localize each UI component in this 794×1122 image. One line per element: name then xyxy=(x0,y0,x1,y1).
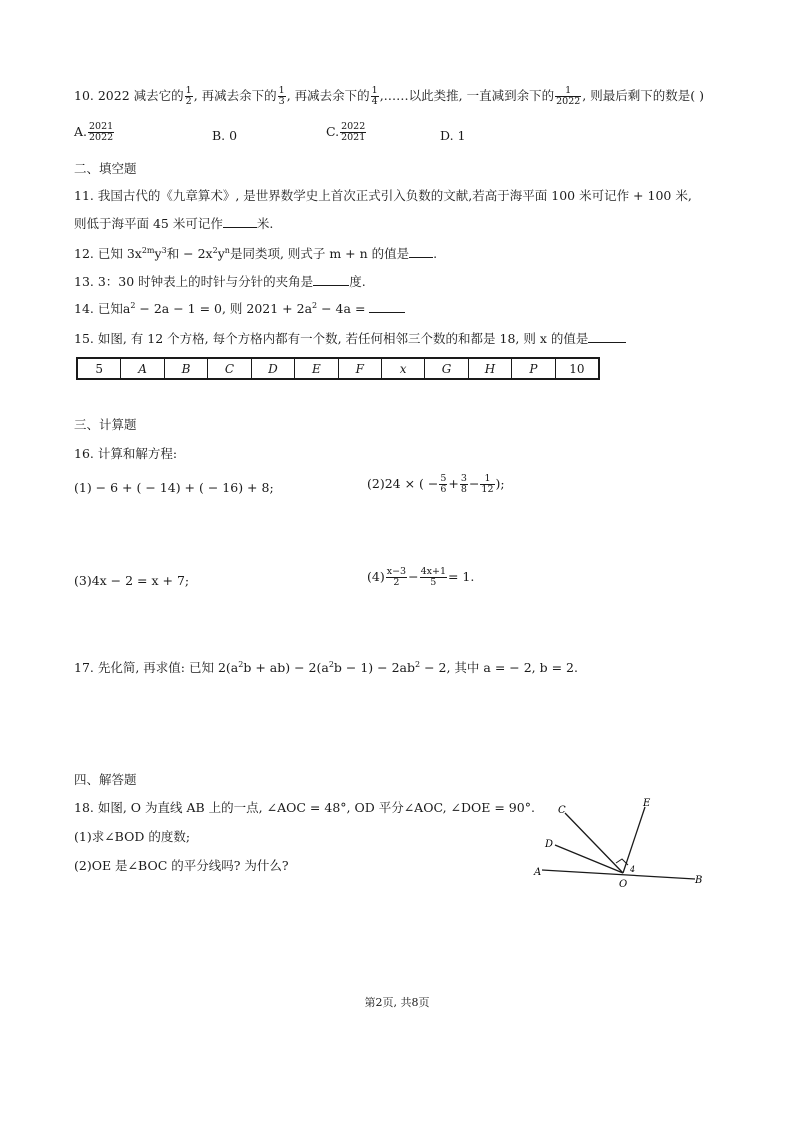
question-11-line1: 11. 我国古代的《九章算术》, 是世界数学史上首次正式引入负数的文献,若高于海平面 100 米可记作 + 100 米, xyxy=(74,188,692,203)
answer-blank xyxy=(409,245,433,258)
grid-cell: H xyxy=(468,359,511,378)
fraction: $\frac{1}{2}$ xyxy=(185,85,192,107)
q16-part-1: (1) − 6 + ( − 14) + ( − 16) + 8; xyxy=(74,480,274,495)
grid-cell: 10 xyxy=(555,359,598,378)
question-15: 15. 如图, 有 12 个方格, 每个方格内都有一个数, 若任何相邻三个数的和都是 18, 则 x 的值是 xyxy=(74,330,626,346)
section-heading-calculation: 三、计算题 xyxy=(74,417,137,432)
answer-blank xyxy=(313,273,349,286)
question-18-line2: (1)求∠BOD 的度数; xyxy=(74,829,191,844)
grid-cell: A xyxy=(120,359,163,378)
label-o: O xyxy=(619,879,628,890)
grid-cell: C xyxy=(207,359,250,378)
angle-label: 4 xyxy=(630,865,636,874)
q10-text: 10. 2022 减去它的 xyxy=(74,87,184,103)
question-13: 13. 3：30 时钟表上的时针与分针的夹角是 度. xyxy=(74,274,366,289)
grid-cell: E xyxy=(294,359,337,378)
grid-cell: 5 xyxy=(95,361,104,376)
label-d: D xyxy=(545,839,554,850)
number-grid xyxy=(76,357,600,380)
grid-cell: x xyxy=(381,359,424,378)
answer-blank xyxy=(588,330,626,343)
question-18-line3: (2)OE 是∠BOC 的平分线吗? 为什么? xyxy=(74,858,289,873)
grid-cell: B xyxy=(164,359,207,378)
grid-cell: G xyxy=(424,359,467,378)
grid-cell: P xyxy=(511,359,554,378)
ray-oc xyxy=(565,813,623,873)
grid-cell: D xyxy=(251,359,294,378)
question-11-line2: 则低于海平面 45 米可记作 米. xyxy=(74,216,274,231)
geometry-figure xyxy=(530,795,710,890)
q10-option-d: D. 1 xyxy=(440,128,466,143)
question-16-title: 16. 计算和解方程: xyxy=(74,446,178,461)
q16-part-4: (4) $\frac{x-3}{2}$ − $\frac{4x+1}{5}$ = 1. xyxy=(367,566,475,588)
question-17: 17. 先化简, 再求值: 已知 $2(a^2b + ab) - 2(a^2b - 1) - 2ab^2 - 2$, 其中 a = − 2, b = 2. xyxy=(74,660,578,676)
section-heading-answer: 四、解答题 xyxy=(74,772,137,787)
grid-cell: F xyxy=(338,359,381,378)
label-b: B xyxy=(695,875,703,886)
answer-blank xyxy=(369,300,405,313)
label-a: A xyxy=(534,867,542,878)
question-10: 10. 2022 减去它的 $\frac{1}{2}$ , 再减去余下的 $\frac{1}{3}$ , 再减去余下的 $\frac{1}{4}$ ,……以此类推, 一直减到余下的 $\frac{1}{2022}$ , 则最后剩下的数是( ) xyxy=(74,85,704,107)
page-footer: 第2页, 共8页 xyxy=(364,996,430,1009)
label-c: C xyxy=(558,805,566,816)
fraction: $\frac{1}{4}$ xyxy=(371,85,378,107)
question-12: 12. 已知 $3x^{2m}y^3$和 − $2x^2y^n$是同类项, 则式子 m + n 的值是 . xyxy=(74,245,438,261)
section-heading-fill-blank: 二、填空题 xyxy=(74,161,137,176)
question-14: 14. 已知$a^2 - 2a - 1 = 0$, 则 $2021 + 2a^2 - 4a$ = xyxy=(74,300,405,316)
q10-option-c: C. $\frac{2022}{2021}$ xyxy=(326,121,366,143)
question-18-line1: 18. 如图, O 为直线 AB 上的一点, ∠AOC = 48°, OD 平分∠AOC, ∠DOE = 90°. xyxy=(74,800,535,815)
q16-part-3: (3)4x − 2 = x + 7; xyxy=(74,573,190,588)
fraction: $\frac{1}{3}$ xyxy=(278,85,285,107)
answer-blank xyxy=(223,215,257,228)
q10-option-a: A. $\frac{2021}{2022}$ xyxy=(74,121,114,143)
q16-part-2: (2)24 × ( − $\frac{5}{6}$ + $\frac{3}{8}$ − $\frac{1}{12}$ ); xyxy=(367,473,505,495)
fraction: $\frac{1}{2022}$ xyxy=(556,85,581,107)
ray-od xyxy=(555,845,623,873)
q10-option-b: B. 0 xyxy=(212,128,238,143)
label-e: E xyxy=(643,798,651,809)
